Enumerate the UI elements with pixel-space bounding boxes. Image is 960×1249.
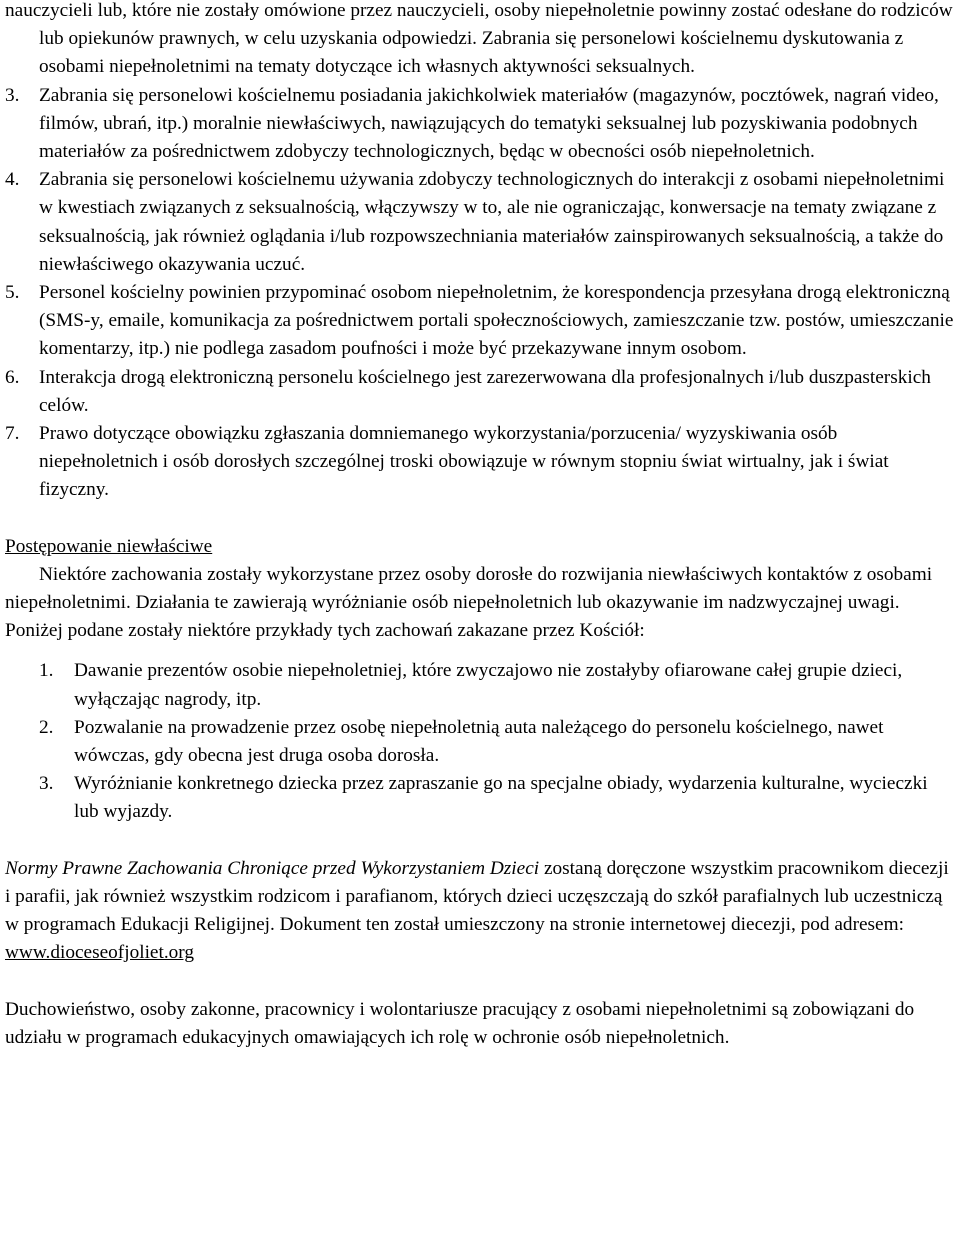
improper-text: Dawanie prezentów osobie niepełnoletniej, które zwyczajowo nie zostałyby ofiarowane całej grupie dzieci, wyłączając nagrody, itp. — [74, 660, 903, 710]
improper-section — [5, 533, 956, 827]
continuation-text: nauczycieli lub, które nie zostały omówione przez nauczycieli, osoby niepełnoletnie powinny zostać odesłane do rodziców lub opiekunów prawnych, w celu uzyskania odpowiedzi. Zabrania się personelowi kościelnemu dyskutowania z osobami niepełnoletnimi na tematy dotyczące ich własnych aktywności seksualnych. — [5, 0, 953, 78]
rule-item — [5, 166, 956, 279]
norms-title: Normy Prawne Zachowania Chroniące przed Wykorzystaniem Dzieci — [5, 857, 540, 879]
continuation-paragraph — [5, 0, 956, 82]
rule-item — [5, 82, 956, 167]
closing-paragraph — [5, 996, 956, 1052]
improper-item — [39, 770, 956, 826]
rule-item — [5, 279, 956, 364]
rule-item — [5, 420, 956, 505]
rule-number: 6. — [5, 366, 20, 388]
norms-paragraph — [5, 855, 956, 968]
improper-item — [39, 714, 956, 770]
rule-text: Interakcja drogą elektroniczną personelu kościelnego jest zarezerwowana dla profesjonalnych i/lub duszpasterskich celów. — [39, 366, 931, 416]
rule-text: Personel kościelny powinien przypominać osobom niepełnoletnim, że korespondencja przesyłana drogą elektroniczną (SMS-y, emaile, komunikacja za pośrednictwem portali społecznościowych, zamieszczanie tzw. postów, umieszczanie komentarzy, itp.) nie podlega zasadom poufności i może być przekazywane innym osobom. — [39, 282, 954, 360]
improper-list — [5, 657, 956, 826]
rules-list — [5, 82, 956, 505]
rule-item — [5, 364, 956, 420]
improper-number: 2. — [39, 716, 54, 738]
rule-number: 3. — [5, 84, 20, 106]
rule-number: 7. — [5, 423, 20, 445]
rule-text: Zabrania się personelowi kościelnemu używania zdobyczy technologicznych do interakcji z osobami niepełnoletnimi w kwestiach związanych z seksualnością, włączywszy w to, ale nie ograniczając, konwersacje na tematy związane z seksualnością, jak również oglądania i/lub rozpowszechniania materiałów zainspirowanych seksualnością, a także do niewłaściwego okazywania uczuć. — [39, 169, 945, 275]
diocese-link[interactable]: www.dioceseofjoliet.org — [5, 942, 195, 964]
norms-text: zostaną doręczone wszystkim pracownikom diecezji i parafii, jak również wszystkim rodzicom i parafianom, których dzieci uczęszczają do szkół parafialnych lub uczestniczą w programach Edukacji Religijnej. Dokument ten został umieszczony na stronie internetowej diecezji, pod adresem: — [5, 857, 949, 936]
rule-text: Prawo dotyczące obowiązku zgłaszania domniemanego wykorzystania/porzucenia/ wyzyskiwania osób niepełnoletnich i osób dorosłych szczególnej troski obowiązuje w równym stopniu świat wirtualny, jak i świat fizyczny. — [39, 423, 889, 501]
closing-text: Duchowieństwo, osoby zakonne, pracownicy i wolontariusze pracujący z osobami niepełnoletnimi są zobowiązani do udziału w programach edukacyjnych omawiających ich rolę w ochronie osób niepełnoletnich. — [5, 998, 915, 1048]
section-heading: Postępowanie niewłaściwe — [5, 535, 213, 557]
improper-number: 3. — [39, 773, 54, 795]
rule-number: 4. — [5, 169, 20, 191]
rule-number: 5. — [5, 282, 20, 304]
improper-intro: Niektóre zachowania zostały wykorzystane przez osoby dorosłe do rozwijania niewłaściwych kontaktów z osobami niepełnoletnimi. Działania te zawierają wyróżnianie osób niepełnoletnich lub okazywanie im nadzwyczajnej uwagi. Poniżej podane zostały niektóre przykłady tych zachowań zakazane przez Kościół: — [5, 563, 933, 642]
improper-text: Pozwalanie na prowadzenie przez osobę niepełnoletnią auta należącego do personelu kościelnego, nawet wówczas, gdy obecna jest druga osoba dorosła. — [74, 716, 884, 767]
improper-item — [39, 657, 956, 713]
improper-text: Wyróżnianie konkretnego dziecka przez zapraszanie go na specjalne obiady, wydarzenia kulturalne, wycieczki lub wyjazdy. — [74, 773, 928, 823]
improper-number: 1. — [39, 660, 54, 682]
rule-text: Zabrania się personelowi kościelnemu posiadania jakichkolwiek materiałów (magazynów, pocztówek, nagrań video, filmów, ubrań, itp.) moralnie niewłaściwych, nawiązujących do tematyki seksualnej lub pozyskiwania podobnych materiałów za pośrednictwem zdobyczy technologicznych, będąc w obecności osób niepełnoletnich. — [39, 84, 939, 163]
